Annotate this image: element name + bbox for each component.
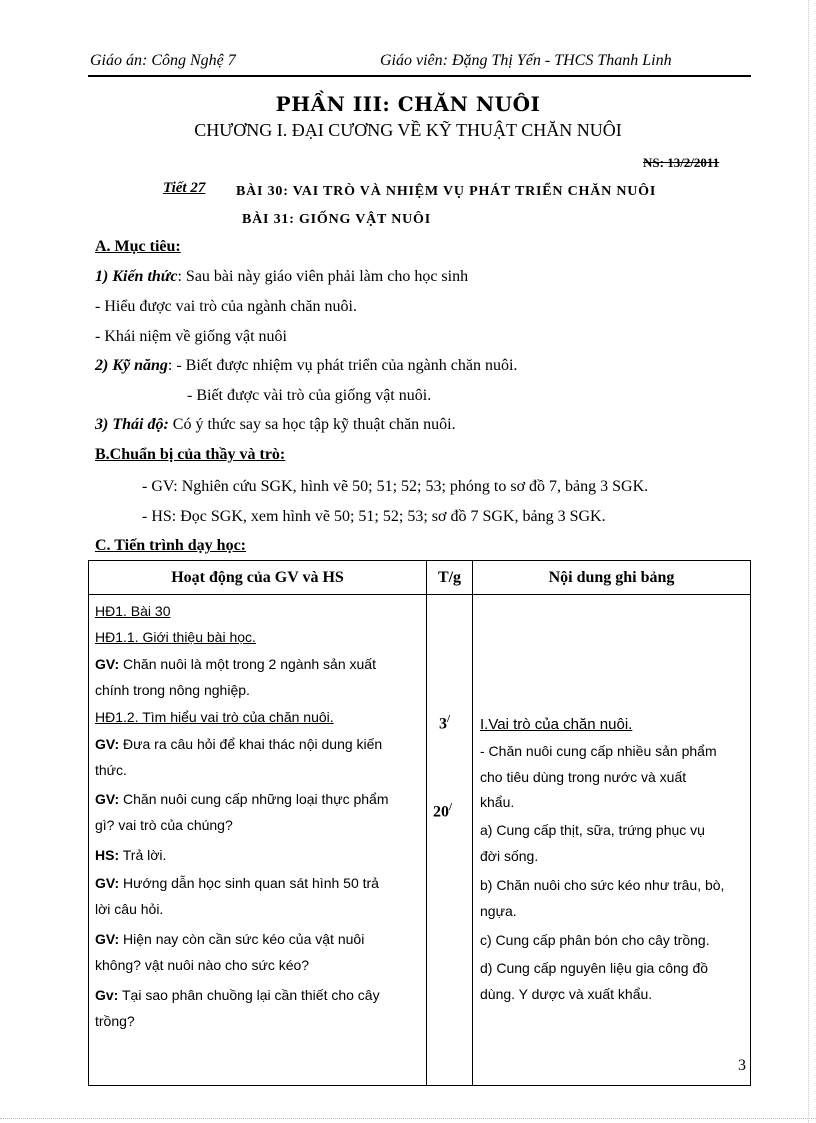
skills-text: : - Biết được nhiệm vụ phát triển của ngành chăn nuôi. xyxy=(167,357,518,374)
chapter-title: CHƯƠNG I. ĐẠI CƯƠNG VỀ KỸ THUẬT CHĂN NUÔI xyxy=(194,120,622,140)
header-divider xyxy=(88,75,751,77)
activity-text: Hướng dẫn học sinh quan sát hình 50 trả xyxy=(123,875,379,891)
content-line: c) Cung cấp phân bón cho cây trồng. xyxy=(480,932,710,948)
lesson-plan-table xyxy=(88,560,751,1086)
activity-line xyxy=(95,736,382,752)
table-row xyxy=(89,595,751,1086)
activity-line xyxy=(95,656,376,672)
speaker-label: HS: xyxy=(95,847,120,863)
activity-line: HĐ1.2. Tìm hiểu vai trò của chăn nuôi. xyxy=(95,709,334,725)
skills-line-1: - Biết được vài trò của giống vật nuôi. xyxy=(187,387,432,404)
header-right: Giáo viên: Đặng Thị Yến - THCS Thanh Linh xyxy=(380,52,672,69)
activity-line xyxy=(95,847,166,863)
knowledge-line-2: - Khái niệm về giống vật nuôi xyxy=(95,328,287,345)
col-header-time: T/g xyxy=(427,561,473,595)
content-line: b) Chăn nuôi cho sức kéo như trâu, bò, xyxy=(480,877,725,893)
attitude-text: Có ý thức say sa học tập kỹ thuật chăn nuôi. xyxy=(172,416,456,433)
section-a-heading: A. Mục tiêu: xyxy=(95,238,181,255)
page-number: 3 xyxy=(738,1057,746,1074)
table-header-row xyxy=(89,561,751,595)
part-title: PHẦN III: CHĂN NUÔI xyxy=(275,92,541,116)
knowledge-text: : Sau bài này giáo viên phải làm cho học sinh xyxy=(177,268,469,285)
activity-line: gì? vai trò của chúng? xyxy=(95,817,233,833)
speaker-label: GV: xyxy=(95,656,120,672)
activity-text: Đưa ra câu hỏi để khai thác nội dung kiến xyxy=(123,736,383,752)
activity-line: thức. xyxy=(95,762,127,778)
content-line: a) Cung cấp thịt, sữa, trứng phục vụ xyxy=(480,822,705,838)
col-header-content: Nội dung ghi bảng xyxy=(473,561,751,595)
objective-knowledge xyxy=(95,268,468,286)
prep-student: - HS: Đọc SGK, xem hình vẽ 50; 51; 52; 53; sơ đồ 7 SGK, bảng 3 SGK. xyxy=(142,508,606,525)
knowledge-label: 1) Kiến thức xyxy=(95,268,178,285)
section-c-heading: C. Tiến trình dạy học: xyxy=(95,537,246,554)
objective-attitude xyxy=(95,416,456,434)
page-right-edge xyxy=(808,0,809,1123)
content-line: khẩu. xyxy=(480,794,515,810)
speaker-label: GV: xyxy=(95,791,120,807)
content-cell xyxy=(473,595,751,1086)
date-label: NS: 13/2/2011 xyxy=(643,155,720,170)
time-value: 20/ xyxy=(433,801,453,821)
activity-line: không? vật nuôi nào cho sức kéo? xyxy=(95,957,310,973)
activity-line xyxy=(95,791,389,807)
content-line: ngựa. xyxy=(480,903,517,919)
content-line: d) Cung cấp nguyên liệu gia công đồ xyxy=(480,960,709,976)
activity-text: Tại sao phân chuồng lại cần thiết cho cây xyxy=(121,987,380,1003)
activity-cell xyxy=(89,595,427,1086)
objective-skills xyxy=(95,357,517,375)
speaker-label: GV: xyxy=(95,736,120,752)
time-cell xyxy=(427,595,473,1086)
content-line: dùng. Y dược và xuất khẩu. xyxy=(480,986,653,1002)
activity-line: trồng? xyxy=(95,1013,135,1029)
page-bottom-edge xyxy=(0,1118,816,1119)
time-value: 3/ xyxy=(439,713,451,733)
content-line: - Chăn nuôi cung cấp nhiều sản phẩm xyxy=(480,743,717,759)
lesson-1-title: BÀI 30: VAI TRÒ VÀ NHIỆM VỤ PHÁT TRIỂN CHĂN NUÔI xyxy=(236,184,657,199)
section-b-heading: B.Chuẩn bị của thầy và trò: xyxy=(95,446,286,463)
speaker-label: Gv: xyxy=(95,987,119,1003)
speaker-label: GV: xyxy=(95,931,120,947)
activity-line xyxy=(95,931,364,947)
skills-label: 2) Kỹ năng xyxy=(95,357,168,374)
activity-text: Chăn nuôi là một trong 2 ngành sản xuất xyxy=(123,656,376,672)
activity-line: chính trong nông nghiệp. xyxy=(95,682,250,698)
activity-text: Trả lời. xyxy=(122,847,167,863)
tiet-label: Tiết 27 xyxy=(163,180,206,196)
activity-line: HĐ1. Bài 30 xyxy=(95,603,171,619)
content-heading: I.Vai trò của chăn nuôi. xyxy=(480,716,633,733)
activity-line: HĐ1.1. Giới thiệu bài học. xyxy=(95,629,256,645)
header-left: Giáo án: Công Nghệ 7 xyxy=(90,52,236,69)
knowledge-line-1: - Hiểu được vai trò của ngành chăn nuôi. xyxy=(95,298,357,315)
activity-text: Chăn nuôi cung cấp những loại thực phẩm xyxy=(123,791,389,807)
activity-line: lời câu hỏi. xyxy=(95,901,164,917)
content-line: đời sống. xyxy=(480,848,539,864)
activity-line xyxy=(95,875,379,891)
prep-teacher: - GV: Nghiên cứu SGK, hình vẽ 50; 51; 52; 53; phóng to sơ đồ 7, bảng 3 SGK. xyxy=(142,478,649,495)
content-line: cho tiêu dùng trong nước và xuất xyxy=(480,769,687,785)
speaker-label: GV: xyxy=(95,875,120,891)
attitude-label: 3) Thái độ: xyxy=(95,416,169,433)
lesson-2-title: BÀI 31: GIỐNG VẬT NUÔI xyxy=(242,212,431,227)
activity-text: Hiện nay còn cần sức kéo của vật nuôi xyxy=(123,931,365,947)
activity-line xyxy=(95,987,380,1003)
col-header-activity: Hoạt động của GV và HS xyxy=(89,561,427,595)
